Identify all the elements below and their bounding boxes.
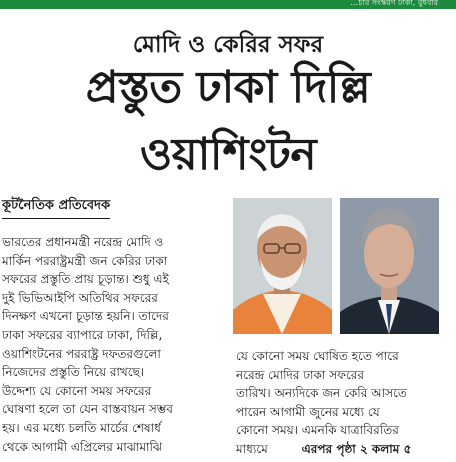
body-line: যে কোনো সময় ঘোষিত হতে পারে	[236, 349, 399, 363]
body-line: মার্কিন পররাষ্ট্রমন্ত্রী জন কেরির ঢাকা	[2, 253, 168, 268]
body-line: হয়। এর মধ্যে চলতি মার্চের শেষার্ধ	[2, 420, 161, 435]
body-last-line	[236, 440, 452, 459]
body-line: পারেন আগামী জুনের মধ্যে যে	[236, 404, 380, 419]
header-bar-text: …চার সংস্করণ ঢাকা, বুধবার	[350, 0, 438, 7]
body-line: থেকে আগামী এপ্রিলের মাঝামাঝি	[2, 439, 162, 454]
byline: কূটনৈতিক প্রতিবেদক	[2, 196, 110, 219]
body-line: নিজেদের প্রস্তুতি নিয়ে রাখছে।	[2, 365, 145, 380]
headline-line-1: প্রস্তুত ঢাকা দিল্লি	[85, 62, 371, 113]
headline-line-2: ওয়াশিংটন	[139, 129, 317, 180]
body-line-end: মাধ্যমে	[236, 441, 268, 456]
body-line: ওয়াশিংটনের পররাষ্ট্র দফতরগুলো	[2, 346, 161, 361]
body-line: ঢাকা সফরের ব্যাপারে ঢাকা, দিল্লি,	[2, 327, 163, 342]
body-line: দুই ভিভিআইপি অতিথির সফরের	[2, 290, 158, 305]
body-line: দিনক্ষণ এখনো চূড়ান্ত হয়নি। তাদের	[2, 309, 169, 324]
body-line: কোনো সময়। এমনকি যাত্রাবিরতির	[236, 423, 399, 438]
body-line: ভারতের প্রধানমন্ত্রী নরেন্দ্র মোদি ও	[2, 235, 164, 249]
photo-narendra-modi	[233, 198, 332, 334]
body-line: তারিখ। অন্যদিকে জন কেরি আসতে	[236, 386, 407, 401]
article-body-left-column	[2, 233, 216, 456]
article-body-right-column	[236, 347, 452, 459]
kicker: মোদি ও কেরির সফর	[132, 31, 324, 58]
body-line: নরেন্দ্র মোদির ঢাকা সফরের	[236, 367, 364, 382]
header-bar	[0, 0, 456, 9]
body-line: উদ্দেশ্য যে কোনো সময় সফরের	[2, 383, 152, 398]
continuation-link[interactable]: এরপর পৃষ্ঠা ২ কলাম ৫	[301, 441, 412, 456]
body-line: সফরের প্রস্তুতি প্রায় চূড়ান্ত। শুধু এই	[2, 272, 169, 287]
photo-john-kerry	[340, 198, 439, 334]
body-line: ঘোষণা হলে তা যেন বাস্তবায়ন সম্ভব	[2, 402, 173, 417]
